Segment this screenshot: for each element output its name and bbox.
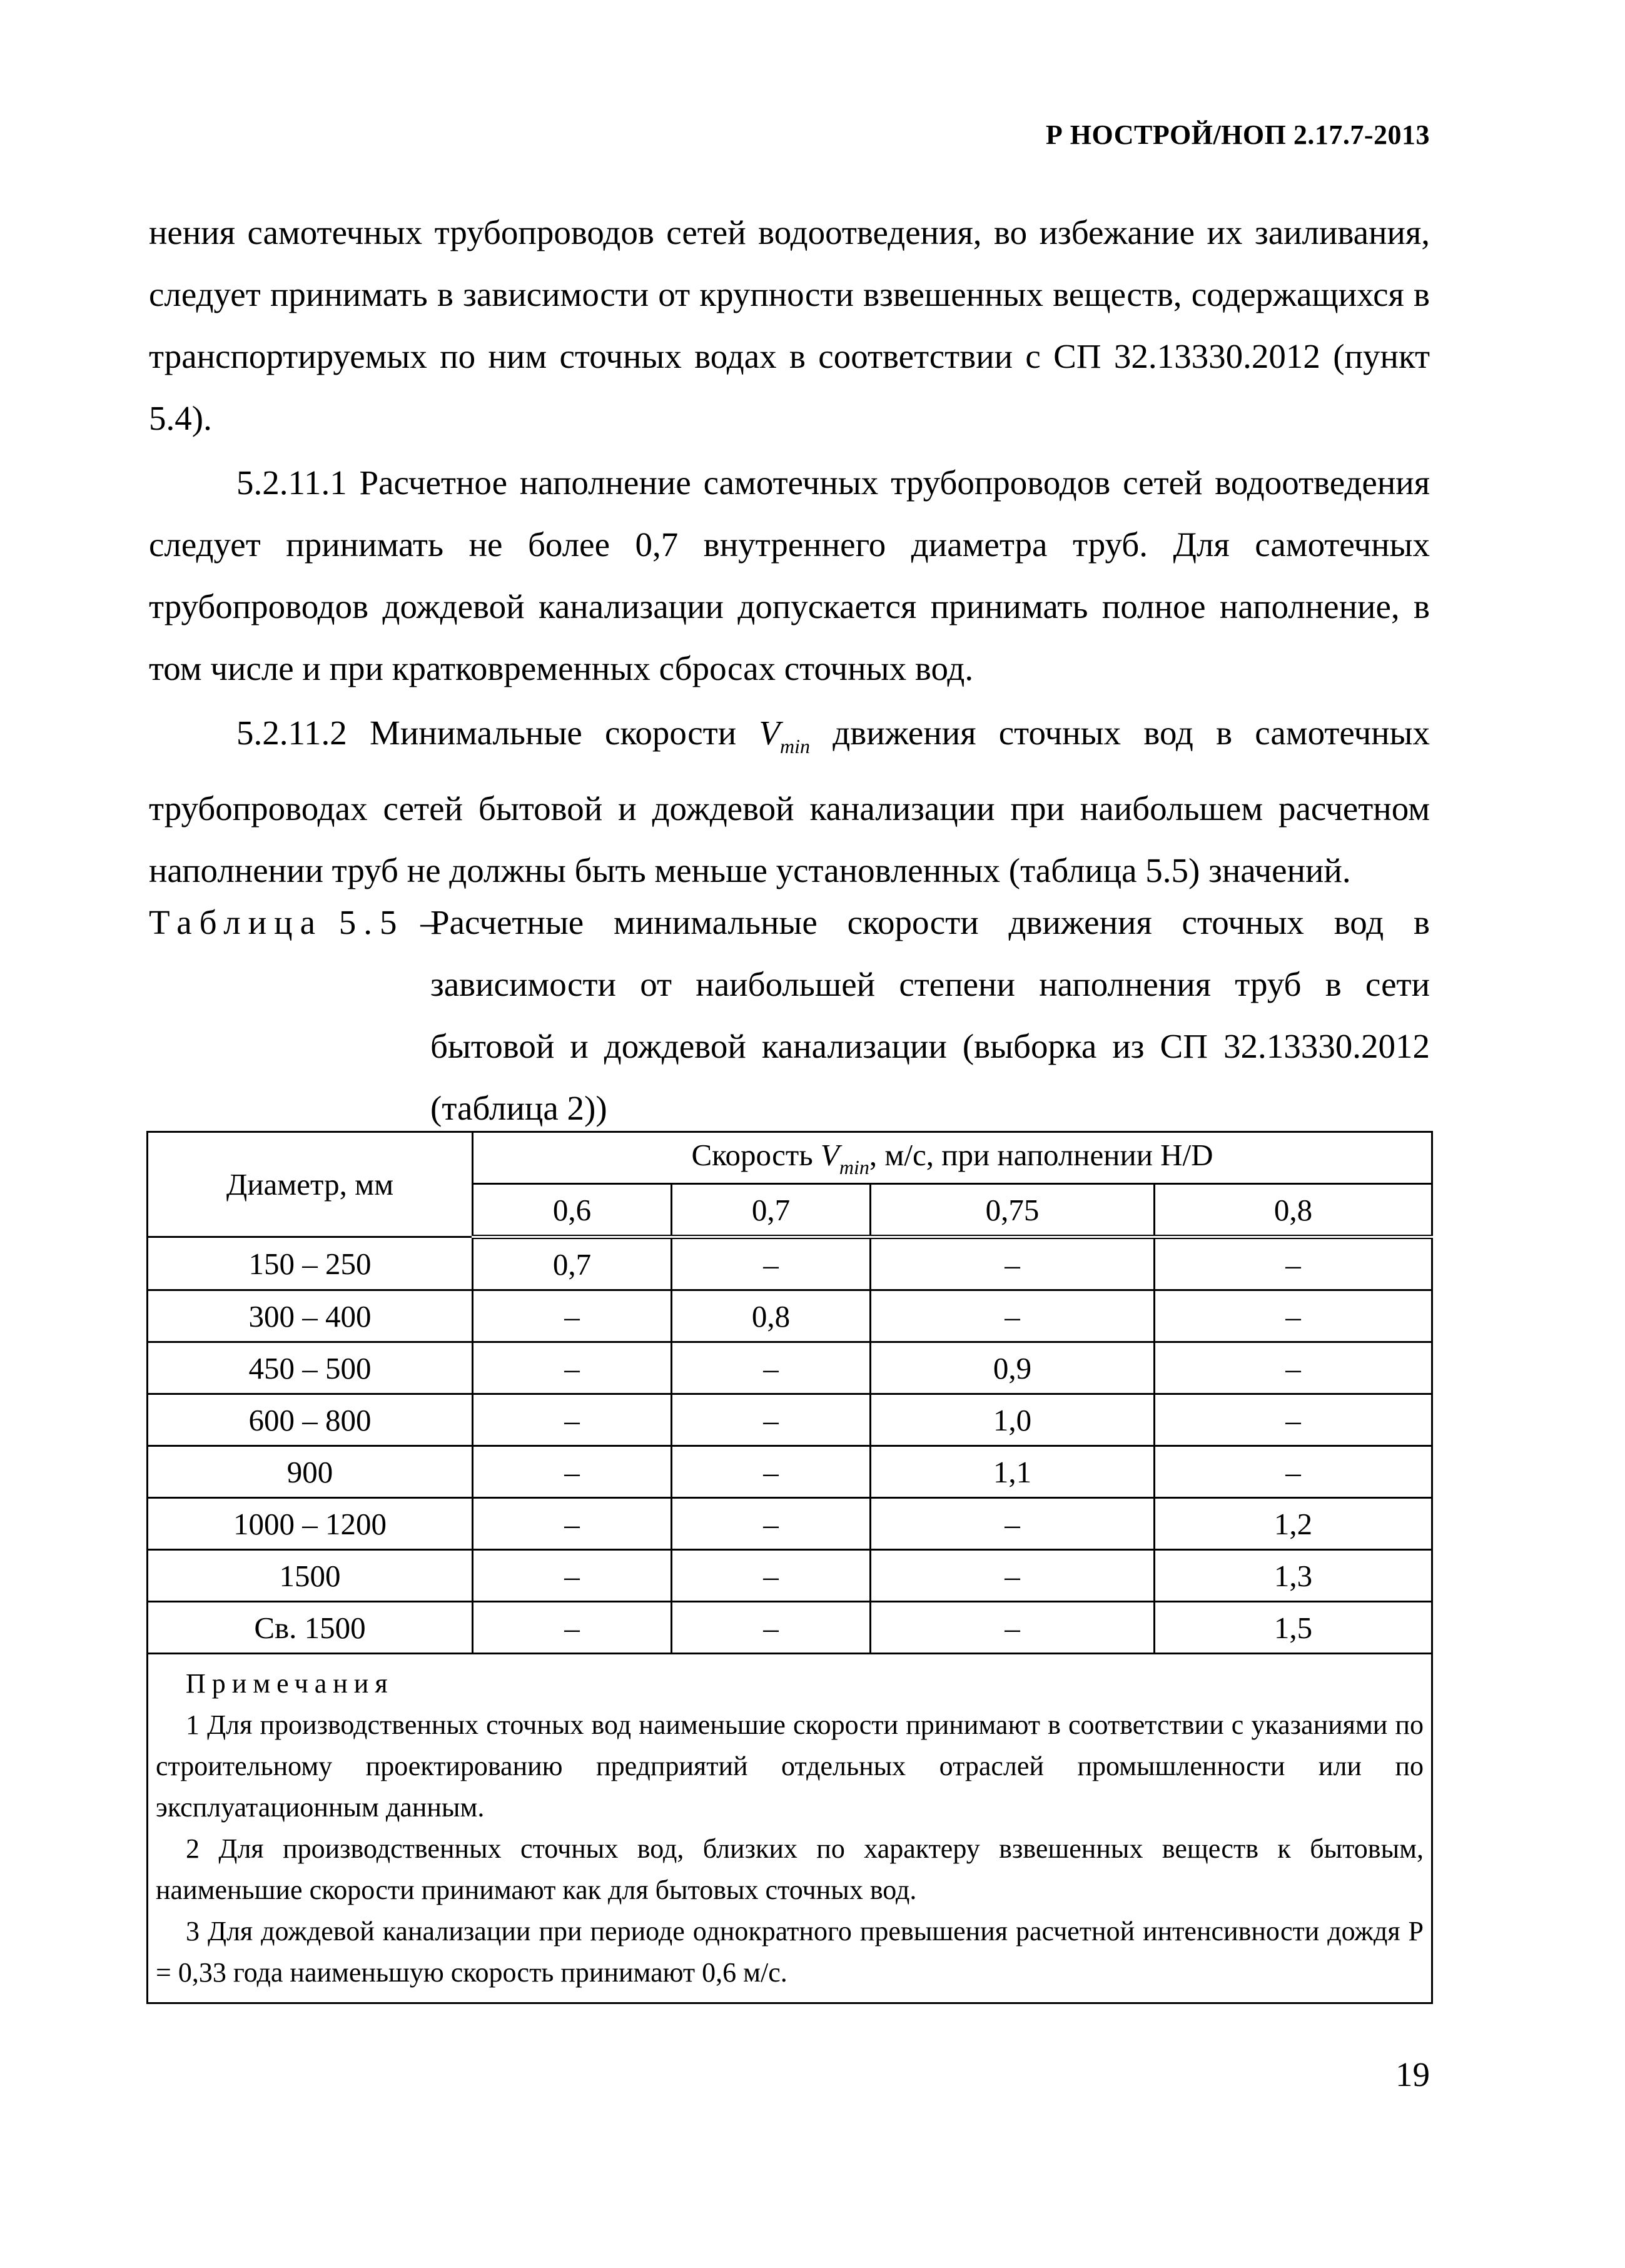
- speed-cell: –: [672, 1446, 871, 1498]
- diameter-cell: 1000 – 1200: [148, 1498, 473, 1550]
- speed-cell: –: [871, 1237, 1155, 1290]
- speed-cell: 0,9: [871, 1342, 1155, 1394]
- speed-vmin-symbol: [820, 1137, 869, 1178]
- fill-level-header: 0,7: [672, 1184, 871, 1237]
- speed-cell: –: [1155, 1394, 1432, 1446]
- fill-level-header: 0,75: [871, 1184, 1155, 1237]
- fill-level-header: 0,8: [1155, 1184, 1432, 1237]
- diameter-cell: 600 – 800: [148, 1394, 473, 1446]
- speed-cell: 1,1: [871, 1446, 1155, 1498]
- table-row: [148, 1290, 1432, 1342]
- speed-cell: 0,8: [672, 1290, 871, 1342]
- vmin-subscript: min: [780, 735, 811, 757]
- speed-cell: –: [473, 1394, 672, 1446]
- notes-title: Примечания: [186, 1668, 394, 1699]
- table-caption-label: Таблица 5.5 –: [149, 903, 445, 941]
- speed-vmin-subscript: min: [839, 1155, 869, 1178]
- diameter-cell: 1500: [148, 1550, 473, 1602]
- speed-cell: –: [672, 1394, 871, 1446]
- table-row: [148, 1342, 1432, 1394]
- speed-cell: –: [473, 1498, 672, 1550]
- diameter-cell: 450 – 500: [148, 1342, 473, 1394]
- document-code-header: Р НОСТРОЙ/НОП 2.17.7-2013: [1045, 119, 1430, 150]
- speed-cell: –: [871, 1290, 1155, 1342]
- speed-cell: –: [1155, 1290, 1432, 1342]
- table-row: [148, 1550, 1432, 1602]
- diameter-cell: Св. 1500: [148, 1602, 473, 1654]
- note-item: 2 Для производственных сточных вод, близких по характеру взвешенных веществ к бытовым, наименьшие скорости принимают как для бытовых сточных вод.: [156, 1833, 1424, 1905]
- page-number: 19: [1395, 2055, 1430, 2093]
- table-row: [148, 1237, 1432, 1290]
- p3-text-after: движения сточных вод в самотечных трубопроводах сетей бытовой и дождевой канализации при наибольшем расчетном наполнении труб не должны быть меньше установленных (таблица 5.5) значений.: [149, 714, 1430, 889]
- speed-cell: –: [672, 1602, 871, 1654]
- speed-vmin-letter: V: [820, 1137, 839, 1172]
- diameter-column-header: Диаметр, мм: [148, 1132, 473, 1237]
- speed-cell: –: [672, 1498, 871, 1550]
- paragraph-5-2-11-1: 5.2.11.1 Расчетное наполнение самотечных трубопроводов сетей водоотведения следует принимать не более 0,7 внутреннего диаметра труб. Для самотечных трубопроводов дождевой канализации допускается принимать полное наполнение, в том числе и при кратковременных сбросах сточных вод.: [149, 463, 1430, 687]
- speed-cell: –: [672, 1550, 871, 1602]
- table-row: [148, 1394, 1432, 1446]
- speed-header-before: Скорость: [691, 1137, 821, 1172]
- speed-cell: 1,3: [1155, 1550, 1432, 1602]
- table-row: [148, 1446, 1432, 1498]
- speed-cell: 1,2: [1155, 1498, 1432, 1550]
- speed-cell: –: [672, 1342, 871, 1394]
- speed-cell: –: [1155, 1342, 1432, 1394]
- speed-cell: –: [473, 1550, 672, 1602]
- table-5-5: [146, 1131, 1433, 2004]
- table-row: [148, 1602, 1432, 1654]
- speed-cell: –: [1155, 1237, 1432, 1290]
- diameter-cell: 300 – 400: [148, 1290, 473, 1342]
- fill-level-header: 0,6: [473, 1184, 672, 1237]
- paragraph-continuation: нения самотечных трубопроводов сетей водоотведения, во избежание их заиливания, следует принимать в зависимости от крупности взвешенных веществ, содержащихся в транспортируемых по ним сточных водах в соответствии с СП 32.13330.2012 (пункт 5.4).: [149, 213, 1430, 437]
- speed-cell: 0,7: [473, 1237, 672, 1290]
- speed-column-header: [473, 1132, 1432, 1184]
- paragraph-5-2-11-2: [149, 702, 1430, 901]
- speed-cell: –: [473, 1342, 672, 1394]
- p3-text-before: 5.2.11.2 Минимальные скорости: [236, 714, 759, 752]
- diameter-cell: 900: [148, 1446, 473, 1498]
- note-item: 1 Для производственных сточных вод наименьшие скорости принимают в соответствии с указаниями по строительному проектированию предприятий отдельных отраслей промышленности или по эксплуатационным данным.: [156, 1709, 1424, 1823]
- diameter-cell: 150 – 250: [148, 1237, 473, 1290]
- speed-cell: –: [871, 1602, 1155, 1654]
- table-notes: [148, 1654, 1432, 2003]
- speed-cell: 1,5: [1155, 1602, 1432, 1654]
- speed-cell: –: [871, 1550, 1155, 1602]
- vmin-letter: V: [759, 714, 781, 752]
- table-row: [148, 1498, 1432, 1550]
- table-header-row: [148, 1132, 1432, 1184]
- speed-cell: –: [473, 1446, 672, 1498]
- speed-cell: –: [672, 1237, 871, 1290]
- speed-cell: 1,0: [871, 1394, 1155, 1446]
- vmin-symbol: [759, 714, 811, 757]
- speed-header-after: , м/с, при наполнении H/D: [869, 1137, 1213, 1172]
- note-item: 3 Для дождевой канализации при периоде однократного превышения расчетной интенсивности дождя Р = 0,33 года наименьшую скорость принимают 0,6 м/с.: [156, 1916, 1424, 1988]
- speed-cell: –: [473, 1602, 672, 1654]
- table-notes-row: [148, 1654, 1432, 2003]
- table-caption-text: Расчетные минимальные скорости движения сточных вод в зависимости от наибольшей степени наполнения труб в сети бытовой и дождевой канализации (выборка из СП 32.13330.2012 (таблица 2)): [430, 903, 1430, 1127]
- speed-cell: –: [1155, 1446, 1432, 1498]
- speed-cell: –: [871, 1498, 1155, 1550]
- speed-cell: –: [473, 1290, 672, 1342]
